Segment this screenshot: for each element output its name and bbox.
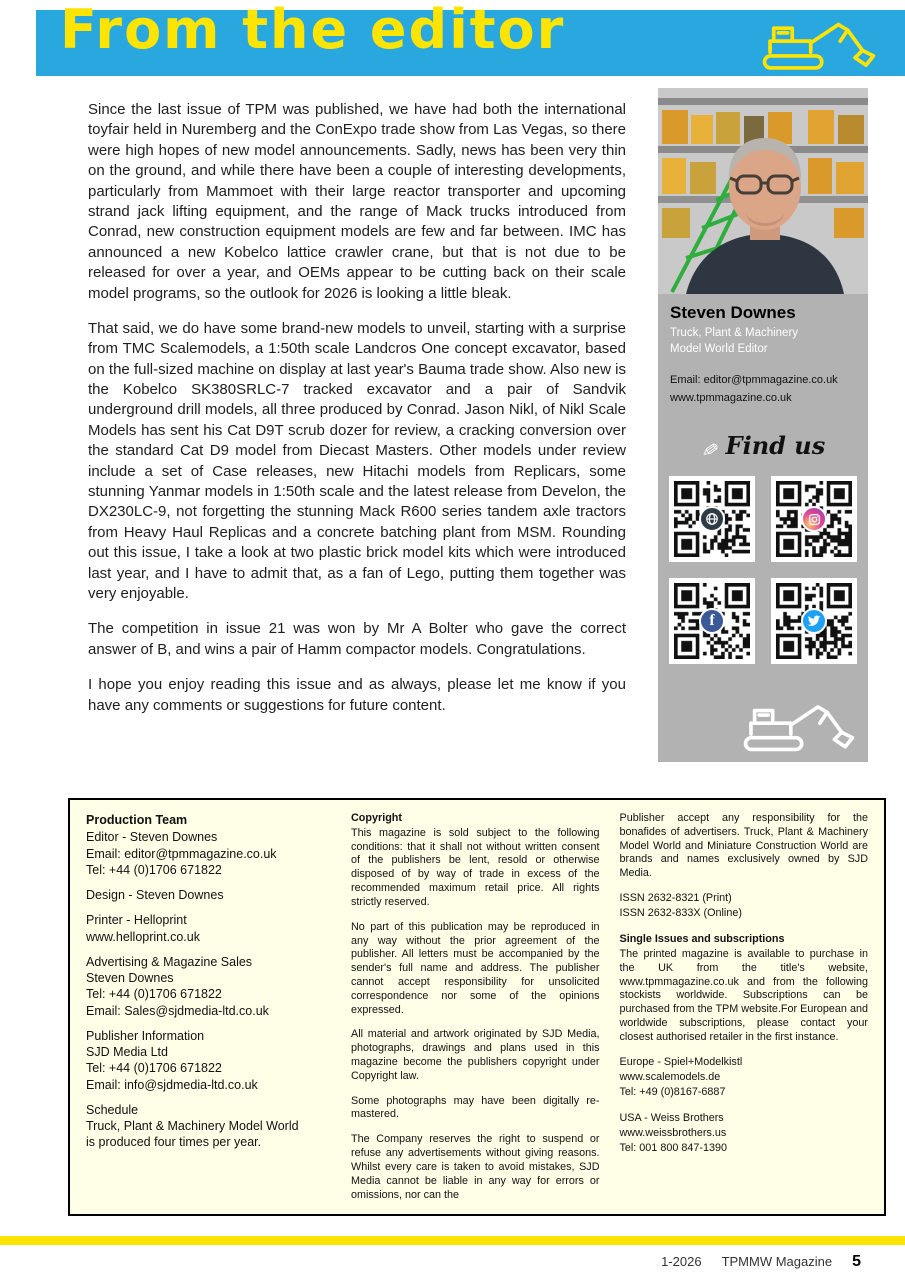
text-line: Editor - Steven Downes bbox=[86, 830, 218, 845]
text-line: Design - Steven Downes bbox=[86, 888, 224, 902]
copyright-paragraphs bbox=[351, 827, 600, 1203]
qr-code-website bbox=[669, 476, 755, 562]
qr-code-facebook bbox=[669, 578, 755, 664]
text-line: Truck, Plant & Machinery Model World bbox=[86, 1119, 299, 1133]
paragraph: No part of this publication may be reproduced in any way without the prior agreement of the publisher. All letters must be accompanied by the sender's full name and address. The publisher cannot accept responsibility for unsolicited correspondence nor some of the opinions expressed. bbox=[351, 920, 600, 1016]
bottom-accent-bar bbox=[0, 1236, 905, 1245]
text-line: Tel: 001 800 847-1390 bbox=[619, 1141, 727, 1154]
text-line: Printer - Helloprint bbox=[86, 913, 187, 928]
paragraph: Some photographs may have been digitally re-mastered. bbox=[351, 1094, 600, 1121]
excavator-icon bbox=[740, 696, 858, 754]
paragraph: The Company reserves the right to suspend or refuse any advertisements without giving reasons. Whilst every care is taken to avoid mistakes, SJD Media cannot be liable in any way for errors or omissions, nor can the bbox=[351, 1133, 600, 1201]
paragraph: The competition in issue 21 was won by Mr A Bolter who gave the correct answer of B, and wins a pair of Hamm compactor models. Congratulations. bbox=[88, 620, 626, 658]
editorial-column bbox=[88, 100, 626, 731]
spacer bbox=[86, 1093, 331, 1102]
production-team-column bbox=[86, 812, 331, 1202]
production-team-heading: Production Team bbox=[86, 813, 188, 827]
text-line: Tel: +44 (0)1706 671822 bbox=[86, 987, 222, 1002]
page-title: From the editor bbox=[60, 0, 566, 61]
production-team-lines bbox=[86, 829, 331, 1150]
text-line: Tel: +44 (0)1706 671822 bbox=[86, 1061, 222, 1076]
copyright-heading: Copyright bbox=[351, 812, 402, 824]
text-line: USA - Weiss Brothers bbox=[619, 1111, 724, 1124]
header-bar bbox=[36, 0, 905, 76]
publisher-continuation: Publisher accept any responsibility for the bonafides of advertisers. Truck, Plant & Machinery Model World and Miniature Construction World are brands and names exclusively owned by SJD Media. bbox=[619, 812, 868, 880]
website-globe-icon bbox=[699, 506, 725, 532]
qr-grid bbox=[669, 476, 857, 664]
spacer bbox=[86, 1019, 331, 1028]
paragraph: That said, we do have some brand-new models to unveil, starting with a surprise from TMC Scalemodels, a 1:50th scale Landcros One concept excavator, based on the full-sized machine on display at last year's Bauma trade show. Also new is the Kobelco SK380SRLC-7 tracked excavator and a pair of Sandvik underground drill models, all three produced by Conrad. Jason Nikl, of Nikl Scale Models has sent his Cat D9T scrub dozer for review, a cracking conversion over the standard Cat D9 model from Diecast Masters. Other models under review include a set of Case releases, new Hitachi models from Replicars, some stunning Yanmar models in 1:50th scale and the latest release from Develon, the DX230LC-9, not forgetting the stunning Mack R600 series tandem axle tractors from Heavy Haul Replicas and a concrete batching plant from MSM. Rounding out this issue, I take a look at two plastic brick model kits which were introduced last year, and I have to admit that, as a fan of Lego, putting them together was very enjoyable. bbox=[88, 319, 626, 602]
subscriptions-heading: Single Issues and subscriptions bbox=[619, 933, 785, 946]
text-line: Email: Sales@sjdmedia-ltd.co.uk bbox=[86, 1003, 269, 1018]
europe-retailer bbox=[620, 1056, 869, 1101]
text-line: Email: info@sjdmedia-ltd.co.uk bbox=[86, 1077, 258, 1092]
usa-retailer bbox=[620, 1112, 869, 1157]
twitter-icon bbox=[801, 608, 827, 634]
paragraph: This magazine is sold subject to the following conditions: that it shall not without written consent of the publishers be lent, resold or otherwise disposed of by way of trade in excess of the recommended maximum retail price. All rights strictly reserved. bbox=[351, 826, 600, 908]
spacer bbox=[86, 945, 331, 954]
text-line: Schedule bbox=[86, 1102, 139, 1117]
text-line: www.helloprint.co.uk bbox=[86, 929, 200, 944]
text-line: www.weissbrothers.us bbox=[619, 1126, 727, 1139]
pen-icon: ✎ bbox=[696, 439, 721, 461]
editor-name: Steven Downes bbox=[670, 303, 796, 322]
editor-email: Email: editor@tpmmagazine.co.uk bbox=[670, 374, 838, 387]
find-us bbox=[658, 431, 868, 462]
find-us-label: Find us bbox=[725, 431, 826, 461]
footer-issue: 1-2026 bbox=[661, 1254, 702, 1269]
paragraph: Since the last issue of TPM was published, we have had both the international toyfair held in Nuremberg and the ConExpo trade show from Las Vegas, so there were high hopes of new model announcements. Sadly, news has been very thin on the ground, and while there have been a couple of interesting developments, particularly from Mammoet with their large reactor transporter and upcoming strand jack lifting equipment, and the range of Mack trucks introduced from Conrad, new construction equipment models are few and far between. IMC has announced a new Kobelco lattice crawler crane, but that is not due to be released for over a year, and OEMs appear to be cutting back on their scale model programs, so the outlook for 2026 is looking a little bleak. bbox=[88, 101, 626, 302]
text-line: www.scalemodels.de bbox=[619, 1070, 721, 1083]
text-line: ISSN 2632-833X (Online) bbox=[619, 907, 742, 920]
footer-page-number: 5 bbox=[852, 1253, 861, 1270]
copyright-column bbox=[351, 812, 600, 1202]
text-line: Steven Downes bbox=[86, 971, 174, 985]
editor-role: Truck, Plant & Machinery Model World Editor bbox=[670, 327, 799, 355]
spacer bbox=[86, 903, 331, 912]
qr-code-twitter bbox=[771, 578, 857, 664]
paragraph: All material and artwork originated by SJD Media, photographs, drawings and plans used in this magazine become the publishers copyright under Copyright law. bbox=[351, 1028, 600, 1082]
text-line: Publisher Information bbox=[86, 1028, 205, 1043]
editor-sidebar bbox=[658, 88, 868, 762]
publisher-column bbox=[620, 812, 869, 1202]
editor-contact bbox=[670, 372, 856, 407]
text-line: Tel: +49 (0)8167-6887 bbox=[619, 1085, 726, 1098]
text-line: Email: editor@tpmmagazine.co.uk bbox=[86, 846, 277, 861]
spacer bbox=[86, 878, 331, 887]
footer-magazine-name: TPMMW Magazine bbox=[721, 1254, 833, 1269]
page-footer bbox=[661, 1253, 861, 1271]
editor-website: www.tpmmagazine.co.uk bbox=[670, 391, 792, 404]
excavator-icon bbox=[759, 13, 879, 73]
text-line: Europe - Spiel+Modelkistl bbox=[619, 1055, 743, 1068]
text-line: SJD Media Ltd bbox=[86, 1045, 168, 1059]
issn-lines bbox=[620, 892, 869, 922]
editor-photo bbox=[658, 88, 868, 294]
text-line: is produced four times per year. bbox=[86, 1135, 262, 1150]
publication-infobox bbox=[68, 798, 886, 1216]
text-line: Advertising & Magazine Sales bbox=[86, 954, 253, 969]
text-line: Tel: +44 (0)1706 671822 bbox=[86, 862, 222, 877]
paragraph: I hope you enjoy reading this issue and as always, please let me know if you have any comments or suggestions for future content. bbox=[88, 676, 626, 714]
text-line: ISSN 2632-8321 (Print) bbox=[619, 892, 732, 905]
qr-code-instagram bbox=[771, 476, 857, 562]
facebook-icon: f bbox=[699, 608, 725, 634]
instagram-icon bbox=[801, 506, 827, 532]
subscriptions-text: The printed magazine is available to purchase in the UK from the title's website, www.tpmmagazine.co.uk and from the following stockists worldwide. Subscriptions can be purchased from the TPM website.For European and worldwide subscriptions, please contact your closest authorised retailer in the first instance. bbox=[619, 947, 868, 1043]
